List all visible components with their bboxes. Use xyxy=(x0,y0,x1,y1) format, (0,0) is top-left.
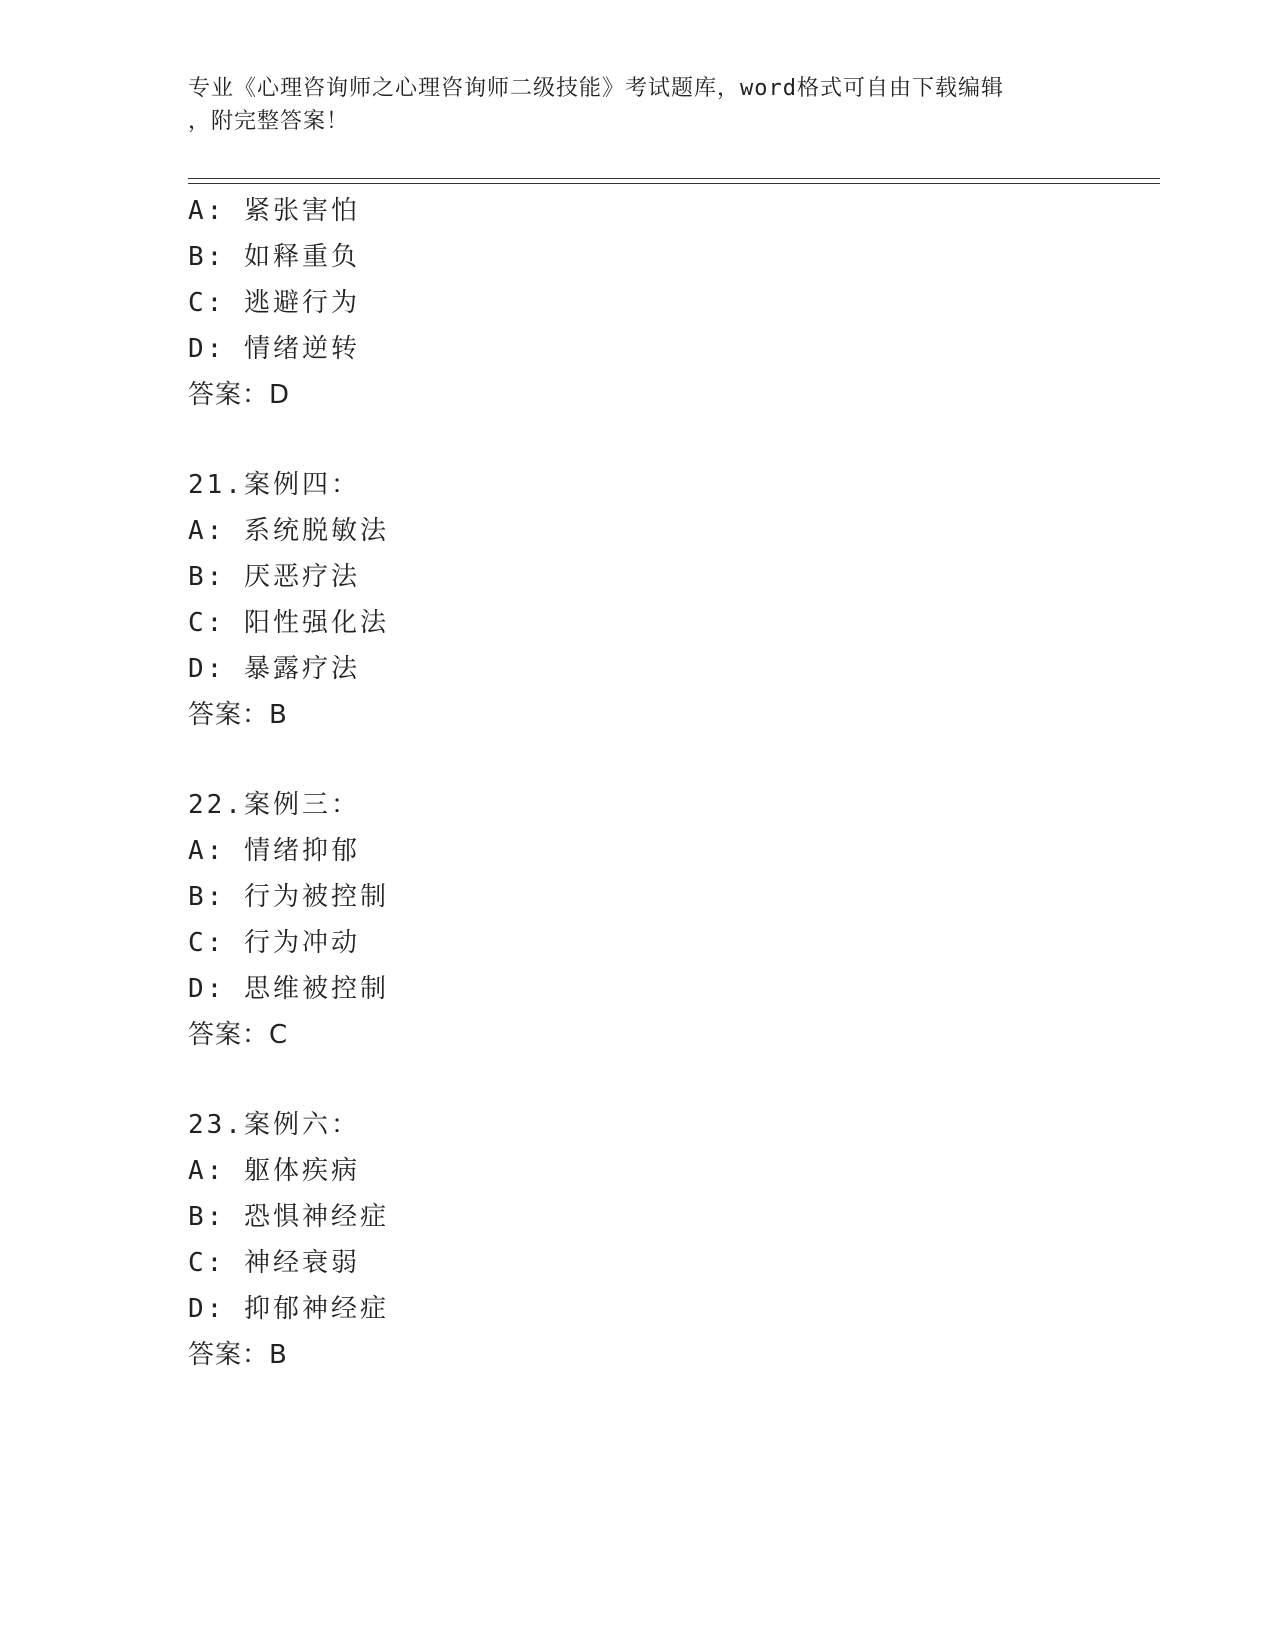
option-b: B: 如释重负 xyxy=(188,242,360,272)
option-c: C: 行为冲动 xyxy=(188,928,360,958)
document-header xyxy=(188,72,1088,138)
option-c: C: 神经衰弱 xyxy=(188,1248,360,1278)
question-list xyxy=(188,188,1088,1378)
option-a: A: 躯体疾病 xyxy=(188,1156,360,1186)
header-title-line2: ，附完整答案！ xyxy=(188,109,350,134)
answer-line: 答案：C xyxy=(188,1020,289,1050)
question-block-continued xyxy=(188,188,1088,418)
header-divider xyxy=(188,178,1160,184)
option-b: B: 恐惧神经症 xyxy=(188,1202,389,1232)
option-a: A: 紧张害怕 xyxy=(188,196,360,226)
spacer xyxy=(188,738,1088,782)
option-c: C: 阳性强化法 xyxy=(188,608,389,638)
option-a: A: 系统脱敏法 xyxy=(188,516,389,546)
option-b: B: 厌恶疗法 xyxy=(188,562,360,592)
option-a: A: 情绪抑郁 xyxy=(188,836,360,866)
option-c: C: 逃避行为 xyxy=(188,288,360,318)
option-d: D: 思维被控制 xyxy=(188,974,389,1004)
question-title: 23.案例六： xyxy=(188,1110,360,1140)
option-d: D: 暴露疗法 xyxy=(188,654,360,684)
question-block-23 xyxy=(188,1102,1088,1378)
question-block-21 xyxy=(188,462,1088,738)
spacer xyxy=(188,418,1088,462)
option-d: D: 情绪逆转 xyxy=(188,334,360,364)
header-title-line1: 专业《心理咨询师之心理咨询师二级技能》考试题库，word格式可自由下载编辑 xyxy=(188,76,1004,101)
question-title: 21.案例四： xyxy=(188,470,360,500)
question-block-22 xyxy=(188,782,1088,1058)
answer-line: 答案：B xyxy=(188,700,288,730)
option-b: B: 行为被控制 xyxy=(188,882,389,912)
answer-line: 答案：B xyxy=(188,1340,288,1370)
answer-line: 答案：D xyxy=(188,380,291,410)
spacer xyxy=(188,1058,1088,1102)
option-d: D: 抑郁神经症 xyxy=(188,1294,389,1324)
question-title: 22.案例三： xyxy=(188,790,360,820)
